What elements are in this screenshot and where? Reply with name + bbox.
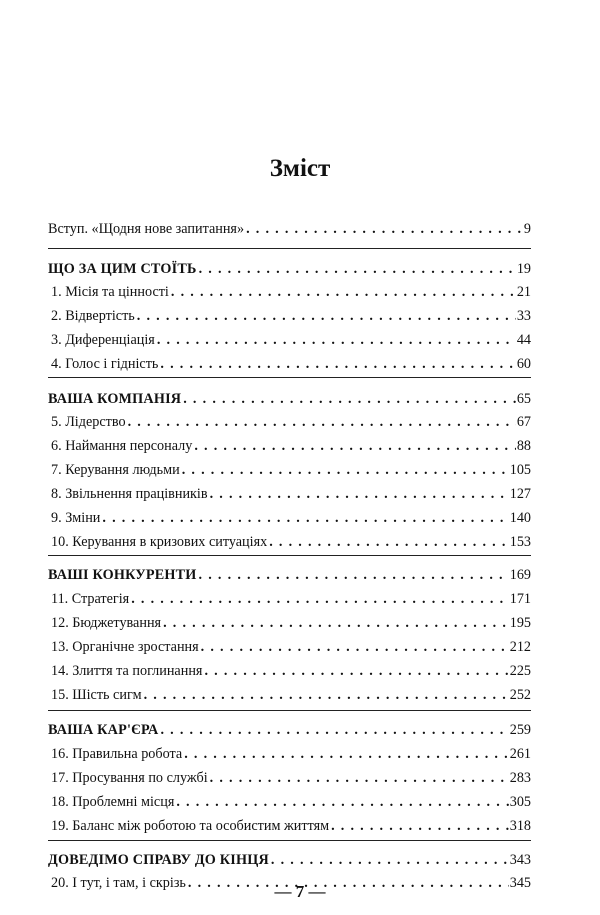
divider bbox=[48, 710, 531, 711]
dot-leader bbox=[201, 637, 509, 657]
toc-chapter-label: 11. Стратегія bbox=[51, 591, 130, 607]
toc-section-page: 65 bbox=[516, 391, 531, 407]
toc-chapter-page: 105 bbox=[509, 462, 531, 478]
toc-chapter-label: 18. Проблемні місця bbox=[51, 794, 175, 810]
toc-section[interactable] bbox=[48, 720, 531, 740]
toc-chapter-label: 19. Баланс між роботою та особистим життям bbox=[51, 818, 330, 834]
toc-chapter-page: 305 bbox=[509, 794, 531, 810]
dot-leader bbox=[163, 613, 509, 633]
toc-chapter[interactable] bbox=[48, 484, 531, 504]
toc-chapter[interactable] bbox=[48, 508, 531, 528]
toc-section-label: ВАШІ КОНКУРЕНТИ bbox=[48, 567, 197, 583]
toc-chapter[interactable] bbox=[48, 768, 531, 788]
dot-leader bbox=[184, 744, 509, 764]
toc-chapter-label: 2. Відвертість bbox=[51, 308, 135, 324]
toc-chapter[interactable] bbox=[48, 460, 531, 480]
toc-chapter-label: 15. Шість сигм bbox=[51, 687, 142, 703]
toc-section-page: 19 bbox=[516, 261, 531, 277]
toc-chapter-label: 8. Звільнення працівників bbox=[51, 486, 208, 502]
toc-chapter-label: 3. Диференціація bbox=[51, 332, 155, 348]
divider bbox=[48, 840, 531, 841]
toc-chapter-page: 195 bbox=[509, 615, 531, 631]
toc-chapter-page: 140 bbox=[509, 510, 531, 526]
dot-leader bbox=[171, 282, 516, 302]
toc-section-label: ДОВЕДІМО СПРАВУ ДО КІНЦЯ bbox=[48, 852, 269, 868]
dot-leader bbox=[199, 565, 509, 585]
dot-leader bbox=[210, 768, 509, 788]
toc-chapter[interactable] bbox=[48, 330, 531, 350]
toc-chapter[interactable] bbox=[48, 354, 531, 374]
dot-leader bbox=[199, 259, 516, 279]
toc-chapter-page: 318 bbox=[509, 818, 531, 834]
dot-leader bbox=[176, 792, 508, 812]
toc-chapter-label: 7. Керування людьми bbox=[51, 462, 180, 478]
dot-leader bbox=[271, 850, 509, 870]
toc-entry-intro[interactable] bbox=[48, 219, 531, 239]
dot-leader bbox=[183, 389, 516, 409]
toc-chapter[interactable] bbox=[48, 282, 531, 302]
dot-leader bbox=[160, 354, 515, 374]
toc-chapter-page: 261 bbox=[509, 746, 531, 762]
dot-leader bbox=[331, 816, 509, 836]
toc-chapter[interactable] bbox=[48, 412, 531, 432]
page-number: — 7 — bbox=[274, 882, 326, 901]
toc-chapter-label: 20. І тут, і там, і скрізь bbox=[51, 875, 186, 891]
toc-section-page: 259 bbox=[509, 722, 531, 738]
toc-chapter-label: 12. Бюджетування bbox=[51, 615, 162, 631]
toc-chapter-label: 17. Просування по службі bbox=[51, 770, 208, 786]
toc-section[interactable] bbox=[48, 259, 531, 279]
toc-chapter[interactable] bbox=[48, 744, 531, 764]
dot-leader bbox=[160, 720, 508, 740]
toc-chapter[interactable] bbox=[48, 436, 531, 456]
toc-chapter-page: 345 bbox=[509, 875, 531, 891]
toc-chapter-page: 252 bbox=[509, 687, 531, 703]
dot-leader bbox=[137, 306, 516, 326]
toc-entry-page: 9 bbox=[523, 221, 531, 237]
toc-chapter[interactable] bbox=[48, 532, 531, 552]
toc-chapter-label: 1. Місія та цінності bbox=[51, 284, 169, 300]
toc-chapter-page: 153 bbox=[509, 534, 531, 550]
dot-leader bbox=[128, 412, 516, 432]
toc-chapter-page: 171 bbox=[509, 591, 531, 607]
toc-chapter[interactable] bbox=[48, 685, 531, 705]
toc-chapter-label: 13. Органічне зростання bbox=[51, 639, 199, 655]
divider bbox=[48, 248, 531, 249]
toc-section-page: 169 bbox=[509, 567, 531, 583]
toc-chapter-label: 4. Голос і гідність bbox=[51, 356, 159, 372]
toc-chapter-page: 88 bbox=[516, 438, 531, 454]
divider bbox=[48, 377, 531, 378]
toc-chapter-label: 5. Лідерство bbox=[51, 414, 126, 430]
toc-chapter-page: 212 bbox=[509, 639, 531, 655]
toc-chapter[interactable] bbox=[48, 637, 531, 657]
toc-chapter[interactable] bbox=[48, 661, 531, 681]
toc-chapter[interactable] bbox=[48, 613, 531, 633]
toc-chapter[interactable] bbox=[48, 589, 531, 609]
toc-chapter-label: 9. Зміни bbox=[51, 510, 101, 526]
toc-chapter[interactable] bbox=[48, 306, 531, 326]
page-title: Зміст bbox=[269, 155, 331, 182]
divider bbox=[48, 555, 531, 556]
dot-leader bbox=[131, 589, 509, 609]
dot-leader bbox=[102, 508, 508, 528]
dot-leader bbox=[182, 460, 509, 480]
dot-leader bbox=[204, 661, 508, 681]
toc-chapter[interactable] bbox=[48, 816, 531, 836]
dot-leader bbox=[157, 330, 516, 350]
toc-section-label: ВАША КОМПАНІЯ bbox=[48, 391, 182, 407]
toc-chapter-label: 16. Правильна робота bbox=[51, 746, 183, 762]
toc-section[interactable] bbox=[48, 850, 531, 870]
toc-chapter-page: 33 bbox=[516, 308, 531, 324]
toc-chapter-label: 10. Керування в кризових ситуаціях bbox=[51, 534, 268, 550]
toc-chapter-page: 127 bbox=[509, 486, 531, 502]
dot-leader bbox=[144, 685, 509, 705]
toc-chapter-page: 44 bbox=[516, 332, 531, 348]
toc-entry-label: Вступ. «Щодня нове запитання» bbox=[48, 221, 245, 237]
toc-chapter-page: 60 bbox=[516, 356, 531, 372]
dot-leader bbox=[269, 532, 509, 552]
toc-section[interactable] bbox=[48, 565, 531, 585]
toc-section-label: ВАША КАР'ЄРА bbox=[48, 722, 159, 738]
dot-leader bbox=[194, 436, 515, 456]
toc-chapter-page: 283 bbox=[509, 770, 531, 786]
toc-chapter-label: 6. Наймання персоналу bbox=[51, 438, 193, 454]
dot-leader bbox=[210, 484, 509, 504]
toc-chapter-page: 21 bbox=[516, 284, 531, 300]
toc-chapter[interactable] bbox=[48, 792, 531, 812]
toc-section-page: 343 bbox=[509, 852, 531, 868]
toc-section-label: ЩО ЗА ЦИМ СТОЇТЬ bbox=[48, 261, 197, 277]
toc-section[interactable] bbox=[48, 389, 531, 409]
toc-chapter-page: 225 bbox=[509, 663, 531, 679]
toc-chapter-label: 14. Злиття та поглинання bbox=[51, 663, 203, 679]
dot-leader bbox=[246, 219, 523, 239]
toc-chapter-page: 67 bbox=[516, 414, 531, 430]
